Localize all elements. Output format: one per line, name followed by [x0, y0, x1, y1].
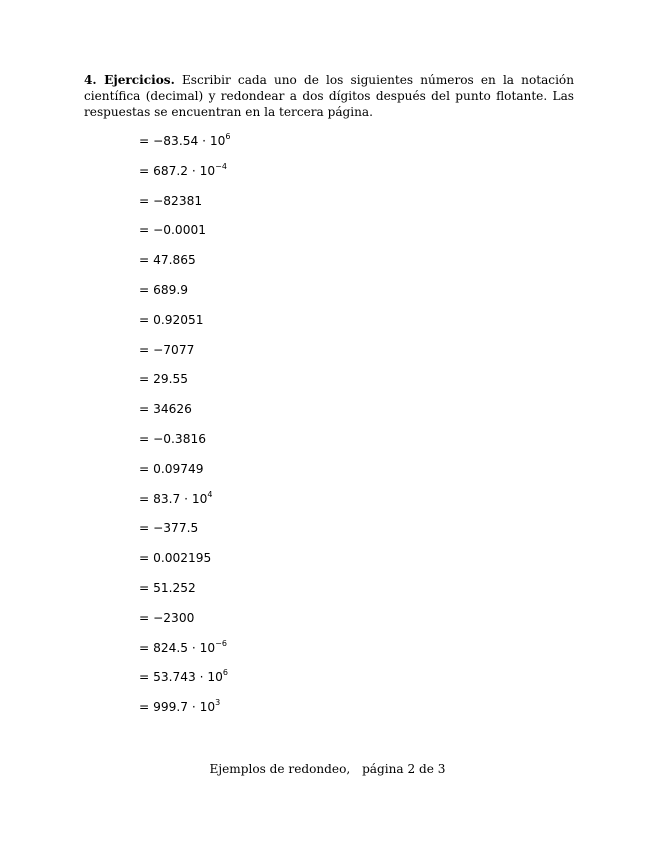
item-expression: = −82381 [139, 193, 203, 208]
exercise-instructions: Escribir cada uno de los siguientes números en la notación científica (decimal) y redondear a dos dígitos después del punto flotante. Las respuestas se encuentran en la tercera página. [84, 73, 575, 119]
item-expression: = −2300 [139, 610, 195, 625]
footer-title: Ejemplos de redondeo, [209, 762, 351, 776]
item-value: 687.2 [153, 163, 188, 178]
item-power-base: 10 [199, 700, 216, 715]
item-value: −82381 [153, 193, 203, 208]
item-expression: = 47.865 [139, 253, 196, 268]
item-expression: = $53.743 \cdot 10^6$ [139, 668, 228, 685]
item-exponent: 4 [207, 489, 213, 499]
item-exponent: 6 [222, 668, 228, 678]
item-value: −377.5 [153, 521, 199, 536]
item-expression: = $-83.54 \cdot 10^6$ [139, 131, 231, 148]
item-multiply-sign: · [195, 670, 208, 685]
item-expression: = $824.5 \cdot 10^{-6}$ [139, 638, 227, 655]
item-power-base: 10 [191, 491, 208, 506]
item-expression: = $83.7 \cdot 10^4$ [139, 489, 213, 506]
item-value: 29.55 [153, 372, 188, 387]
item-value: 0.002195 [153, 551, 212, 566]
item-value: 34626 [153, 402, 192, 417]
item-expression: = $687.2 \cdot 10^{-4}$ [139, 161, 227, 178]
item-value: 83.7 [153, 491, 181, 506]
item-power-base: 10 [207, 670, 223, 685]
item-expression: = 51.252 [139, 581, 196, 595]
item-multiply-sign: · [187, 700, 200, 715]
item-exponent: −4 [215, 161, 227, 171]
item-value: 0.09749 [153, 461, 204, 476]
item-expression: = 0.09749 [139, 461, 204, 476]
item-value: −0.3816 [153, 432, 206, 446]
item-expression: = −7077 [139, 342, 195, 357]
item-power-base: 10 [209, 134, 226, 148]
item-value: 824.5 [153, 640, 188, 655]
item-value: 47.865 [153, 253, 196, 268]
item-multiply-sign: · [198, 134, 210, 148]
item-power-base: 10 [199, 163, 216, 178]
item-value: −7077 [153, 342, 195, 357]
item-expression: = −0.0001 [139, 223, 206, 238]
item-value: −0.0001 [153, 223, 206, 238]
item-multiply-sign: · [180, 491, 192, 506]
item-multiply-sign: · [187, 640, 200, 655]
page-footer [0, 760, 655, 778]
item-expression: = 689.9 [139, 283, 188, 297]
item-value: 689.9 [153, 283, 188, 297]
exercise-heading: 4. Ejercicios. [84, 73, 175, 87]
item-value: −83.54 [153, 134, 199, 148]
item-value: 53.743 [153, 670, 196, 685]
item-exponent: −6 [215, 638, 227, 648]
item-multiply-sign: · [187, 163, 200, 178]
item-power-base: 10 [199, 640, 216, 655]
item-value: 51.252 [153, 581, 196, 595]
item-expression: = 0.002195 [139, 551, 212, 566]
item-value: −2300 [153, 610, 195, 625]
item-exponent: 6 [225, 131, 231, 141]
item-expression: = −377.5 [139, 521, 199, 536]
item-expression: = −0.3816 [139, 432, 206, 446]
item-expression: = 29.55 [139, 372, 188, 387]
footer-page-number: página 2 de 3 [362, 762, 446, 776]
item-expression: = $999.7 \cdot 10^3$ [139, 698, 221, 715]
item-value: 999.7 [153, 700, 188, 715]
item-expression: = 34626 [139, 402, 192, 417]
item-expression: = 0.92051 [139, 312, 204, 327]
item-exponent: 3 [215, 698, 221, 708]
item-value: 0.92051 [153, 312, 204, 327]
